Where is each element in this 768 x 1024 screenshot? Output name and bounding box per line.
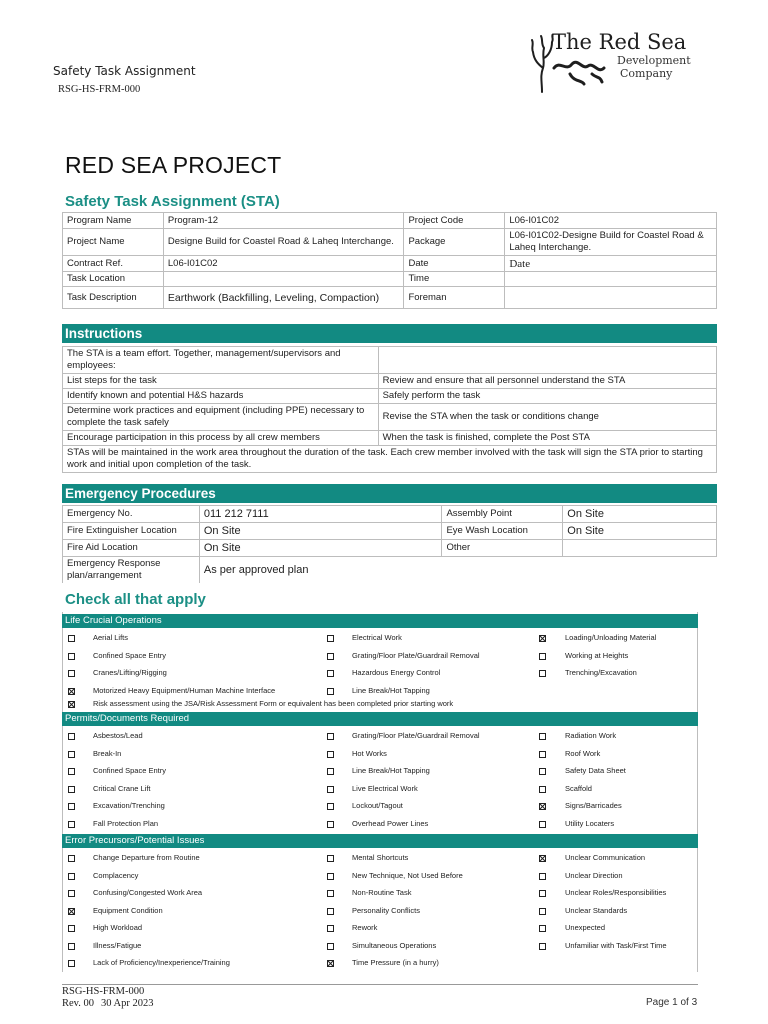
checkbox[interactable] xyxy=(68,786,75,793)
logo-line-2: Development xyxy=(617,54,691,67)
checklist-label: Illness/Fatigue xyxy=(93,940,142,950)
section-heading: Life Crucial Operations xyxy=(62,614,698,628)
checkbox[interactable] xyxy=(327,821,334,828)
checklist-label: Unclear Direction xyxy=(565,870,623,880)
project-value-cell[interactable]: Designe Build for Coastel Road & Laheq Interchange. xyxy=(163,229,404,256)
checklist-label: Utility Locaters xyxy=(565,818,615,828)
form-title: Safety Task Assignment xyxy=(53,64,196,78)
instruction-note: STAs will be maintained in the work area throughout the duration of the task. Each crew member involved with the task will sign the STA prior to starting work and initial upon completion of the task. xyxy=(63,446,717,473)
checklist-label: Equipment Condition xyxy=(93,905,163,915)
section-heading: Permits/Documents Required xyxy=(62,712,698,726)
instruction-text: Encourage participation in this process by all crew members xyxy=(63,431,379,446)
checkbox[interactable] xyxy=(68,943,75,950)
project-info-row xyxy=(63,213,717,229)
emergency-label-cell: Other xyxy=(442,540,563,557)
checkbox[interactable] xyxy=(539,653,546,660)
checklist-label: Time Pressure (in a hurry) xyxy=(352,958,439,967)
instruction-note-row xyxy=(63,446,717,473)
project-label-cell: Project Code xyxy=(404,213,505,229)
page-title: RED SEA PROJECT xyxy=(65,152,282,178)
checkbox[interactable] xyxy=(327,653,334,660)
checklist-label: Working at Heights xyxy=(565,650,629,660)
checklist-label: Fall Protection Plan xyxy=(93,818,159,828)
checklist-label: Asbestos/Lead xyxy=(93,731,143,740)
checkbox[interactable] xyxy=(539,733,546,740)
project-label-cell: Time xyxy=(404,272,505,287)
project-value-cell[interactable] xyxy=(163,272,404,287)
checklist-label: Live Electrical Work xyxy=(352,783,418,793)
project-info-row xyxy=(63,229,717,256)
checkbox[interactable] xyxy=(327,873,334,880)
emergency-row xyxy=(63,506,717,523)
project-label-cell: Program Name xyxy=(63,213,164,229)
reef-shape-icon xyxy=(552,56,612,86)
instruction-text: List steps for the task xyxy=(63,374,379,389)
checklist-label: Confined Space Entry xyxy=(93,766,166,775)
checklist-label: Lack of Proficiency/Inexperience/Training xyxy=(93,958,230,967)
checkbox[interactable] xyxy=(539,908,546,915)
checked-checkbox[interactable] xyxy=(68,701,75,708)
checklist-label: Unclear Standards xyxy=(565,905,628,915)
checklist-label: Trenching/Excavation xyxy=(565,668,637,677)
checklist-label: Mental Shortcuts xyxy=(352,853,409,862)
check-title: Check all that apply xyxy=(65,591,206,608)
checkbox[interactable] xyxy=(327,768,334,775)
checked-checkbox[interactable] xyxy=(539,635,546,642)
project-label-cell: Date xyxy=(404,256,505,272)
instruction-text: Determine work practices and equipment (including PPE) necessary to complete the task safely xyxy=(63,404,379,431)
emergency-label-cell: Eye Wash Location xyxy=(442,523,563,540)
checked-checkbox[interactable] xyxy=(68,688,75,695)
instruction-text: Identify known and potential H&S hazards xyxy=(63,389,379,404)
checklist-label: Confusing/Congested Work Area xyxy=(93,888,203,897)
instruction-text: When the task is finished, complete the Post STA xyxy=(378,431,716,446)
project-value-cell[interactable]: L06-I01C02 xyxy=(163,256,404,272)
checklist-label: Confined Space Entry xyxy=(93,650,166,660)
emergency-response-label: Emergency Response plan/arrangement xyxy=(63,557,200,584)
checked-checkbox[interactable] xyxy=(539,803,546,810)
emergency-value-cell[interactable]: On Site xyxy=(199,523,442,540)
instruction-row xyxy=(63,347,717,374)
sta-title: Safety Task Assignment (STA) xyxy=(65,193,280,210)
checklist-label: Safety Data Sheet xyxy=(565,766,626,775)
checkbox[interactable] xyxy=(539,786,546,793)
checkbox[interactable] xyxy=(539,873,546,880)
checkbox[interactable] xyxy=(327,670,334,677)
emergency-value-cell[interactable]: On Site xyxy=(563,506,717,523)
checkbox[interactable] xyxy=(68,925,75,932)
checkbox[interactable] xyxy=(539,670,546,677)
checkbox[interactable] xyxy=(68,653,75,660)
emergency-value-cell[interactable] xyxy=(563,540,717,557)
checklist-label: Simultaneous Operations xyxy=(352,940,437,950)
checklist-label: Change Departure from Routine xyxy=(93,853,200,862)
project-label-cell: Contract Ref. xyxy=(63,256,164,272)
checklist-label: Roof Work xyxy=(565,748,601,758)
form-code: RSG-HS-FRM-000 xyxy=(58,84,141,95)
checklist-label: Unexpected xyxy=(565,923,606,932)
checkbox[interactable] xyxy=(68,733,75,740)
checklist-label: Aerial Lifts xyxy=(93,633,129,642)
emergency-value-cell[interactable]: 011 212 7111 xyxy=(199,506,442,523)
checkbox[interactable] xyxy=(68,751,75,758)
instruction-text: Revise the STA when the task or conditions change xyxy=(378,404,716,431)
project-info-row xyxy=(63,256,717,272)
checkbox[interactable] xyxy=(327,855,334,862)
risk-assessment-label: Risk assessment using the JSA/Risk Assessment Form or equivalent has been completed prior starting work xyxy=(93,699,454,708)
instructions-table xyxy=(62,346,717,473)
emergency-value-cell[interactable]: On Site xyxy=(199,540,442,557)
project-label-cell: Task Location xyxy=(63,272,164,287)
checked-checkbox[interactable] xyxy=(539,855,546,862)
project-label-cell: Foreman xyxy=(404,287,505,309)
footer-date: 30 Apr 2023 xyxy=(101,998,154,1009)
checklist-label: Critical Crane Lift xyxy=(93,783,151,793)
instruction-text xyxy=(378,347,716,374)
checkbox[interactable] xyxy=(327,890,334,897)
checklist-label: Scaffold xyxy=(565,783,592,793)
checkbox[interactable] xyxy=(327,943,334,950)
emergency-label-cell: Fire Aid Location xyxy=(63,540,200,557)
checkbox[interactable] xyxy=(327,803,334,810)
checkbox[interactable] xyxy=(68,890,75,897)
checklist-label: High Workload xyxy=(93,923,143,932)
checklist-label: New Technique, Not Used Before xyxy=(352,870,463,880)
checklist-label: Cranes/Lifting/Rigging xyxy=(93,668,167,677)
project-info-row xyxy=(63,287,717,309)
checklist-label: Excavation/Trenching xyxy=(93,801,165,810)
instruction-text: Review and ensure that all personnel understand the STA xyxy=(378,374,716,389)
emergency-response-value[interactable]: As per approved plan xyxy=(199,557,442,584)
logo-line-1: The Red Sea xyxy=(552,30,687,54)
checklist-label: Lockout/Tagout xyxy=(352,801,403,810)
checkbox[interactable] xyxy=(327,733,334,740)
checkbox[interactable] xyxy=(539,943,546,950)
emergency-response-row xyxy=(63,557,717,584)
instruction-text: Safely perform the task xyxy=(378,389,716,404)
checkbox[interactable] xyxy=(68,855,75,862)
checklist-label: Grating/Floor Plate/Guardrail Removal xyxy=(352,731,480,740)
instructions-heading: Instructions xyxy=(62,324,717,343)
project-label-cell: Task Description xyxy=(63,287,164,309)
checkbox[interactable] xyxy=(327,635,334,642)
checkbox[interactable] xyxy=(68,670,75,677)
checklist-label: Break-In xyxy=(93,748,122,758)
checklist-label: Personality Conflicts xyxy=(352,905,420,915)
emergency-label-cell: Fire Extinguisher Location xyxy=(63,523,200,540)
emergency-label-cell: Assembly Point xyxy=(442,506,563,523)
checklist-label: Loading/Unloading Material xyxy=(565,633,657,642)
checkbox[interactable] xyxy=(539,751,546,758)
emergency-label-cell: Emergency No. xyxy=(63,506,200,523)
checkbox[interactable] xyxy=(327,908,334,915)
checklist-label: Unfamiliar with Task/First Time xyxy=(565,940,667,950)
company-logo xyxy=(528,30,698,100)
emergency-row xyxy=(63,540,717,557)
footer-divider xyxy=(62,984,698,985)
footer-code: RSG-HS-FRM-000 xyxy=(62,986,145,997)
instruction-row xyxy=(63,431,717,446)
checkbox[interactable] xyxy=(68,803,75,810)
checkbox[interactable] xyxy=(539,925,546,932)
project-value-cell[interactable]: Program-12 xyxy=(163,213,404,229)
project-value-cell[interactable]: L06-I01C02 xyxy=(505,213,717,229)
footer-rev: Rev. 00 xyxy=(62,998,94,1009)
checkbox[interactable] xyxy=(327,688,334,695)
project-value-cell[interactable] xyxy=(505,272,717,287)
project-info-row xyxy=(63,272,717,287)
emergency-table xyxy=(62,505,717,583)
project-label-cell: Project Name xyxy=(63,229,164,256)
section-heading: Error Precursors/Potential Issues xyxy=(62,834,698,848)
checklist-label: Hot Works xyxy=(352,748,387,758)
checkbox[interactable] xyxy=(539,890,546,897)
checkbox[interactable] xyxy=(327,751,334,758)
checklist-label: Radiation Work xyxy=(565,731,617,740)
checkbox[interactable] xyxy=(68,960,75,967)
project-value-cell[interactable]: Date xyxy=(505,256,717,272)
checkbox[interactable] xyxy=(68,873,75,880)
instruction-row xyxy=(63,404,717,431)
checklist-label: Electrical Work xyxy=(352,633,402,642)
instruction-row xyxy=(63,374,717,389)
checklist-label: Motorized Heavy Equipment/Human Machine Interface xyxy=(93,685,276,695)
checkbox[interactable] xyxy=(68,635,75,642)
logo-line-3: Company xyxy=(620,67,673,80)
checked-checkbox[interactable] xyxy=(68,908,75,915)
checklist-label: Overhead Power Lines xyxy=(352,818,429,828)
emergency-row xyxy=(63,523,717,540)
checklist-label: Complacency xyxy=(93,870,139,880)
project-value-cell[interactable]: Earthwork (Backfilling, Leveling, Compaction) xyxy=(163,287,404,309)
instruction-text: The STA is a team effort. Together, management/supervisors and employees: xyxy=(63,347,379,374)
checklist-label: Rework xyxy=(352,923,378,932)
checkbox[interactable] xyxy=(68,768,75,775)
checklist-label: Line Break/Hot Tapping xyxy=(352,685,430,695)
project-label-cell: Package xyxy=(404,229,505,256)
project-info-table xyxy=(62,212,717,309)
checkbox[interactable] xyxy=(68,821,75,828)
checkbox[interactable] xyxy=(327,786,334,793)
emergency-value-cell[interactable]: On Site xyxy=(563,523,717,540)
checklist-label: Hazardous Energy Control xyxy=(352,668,441,677)
project-value-cell[interactable]: L06-I01C02-Designe Build for Coastel Road & Laheq Interchange. xyxy=(505,229,717,256)
checklist-label: Signs/Barricades xyxy=(565,801,622,810)
checklist-label: Non-Routine Task xyxy=(352,888,412,897)
checkbox[interactable] xyxy=(539,821,546,828)
footer-page: Page 1 of 3 xyxy=(646,997,698,1008)
checkbox[interactable] xyxy=(539,768,546,775)
checklist-label: Unclear Communication xyxy=(565,853,646,862)
project-value-cell[interactable] xyxy=(505,287,717,309)
emergency-heading: Emergency Procedures xyxy=(62,484,717,503)
checklist-label: Unclear Roles/Responsibilities xyxy=(565,888,667,897)
checklist-label: Grating/Floor Plate/Guardrail Removal xyxy=(352,650,480,660)
checkbox[interactable] xyxy=(327,925,334,932)
checked-checkbox[interactable] xyxy=(327,960,334,967)
instruction-row xyxy=(63,389,717,404)
checklist-label: Line Break/Hot Tapping xyxy=(352,766,430,775)
